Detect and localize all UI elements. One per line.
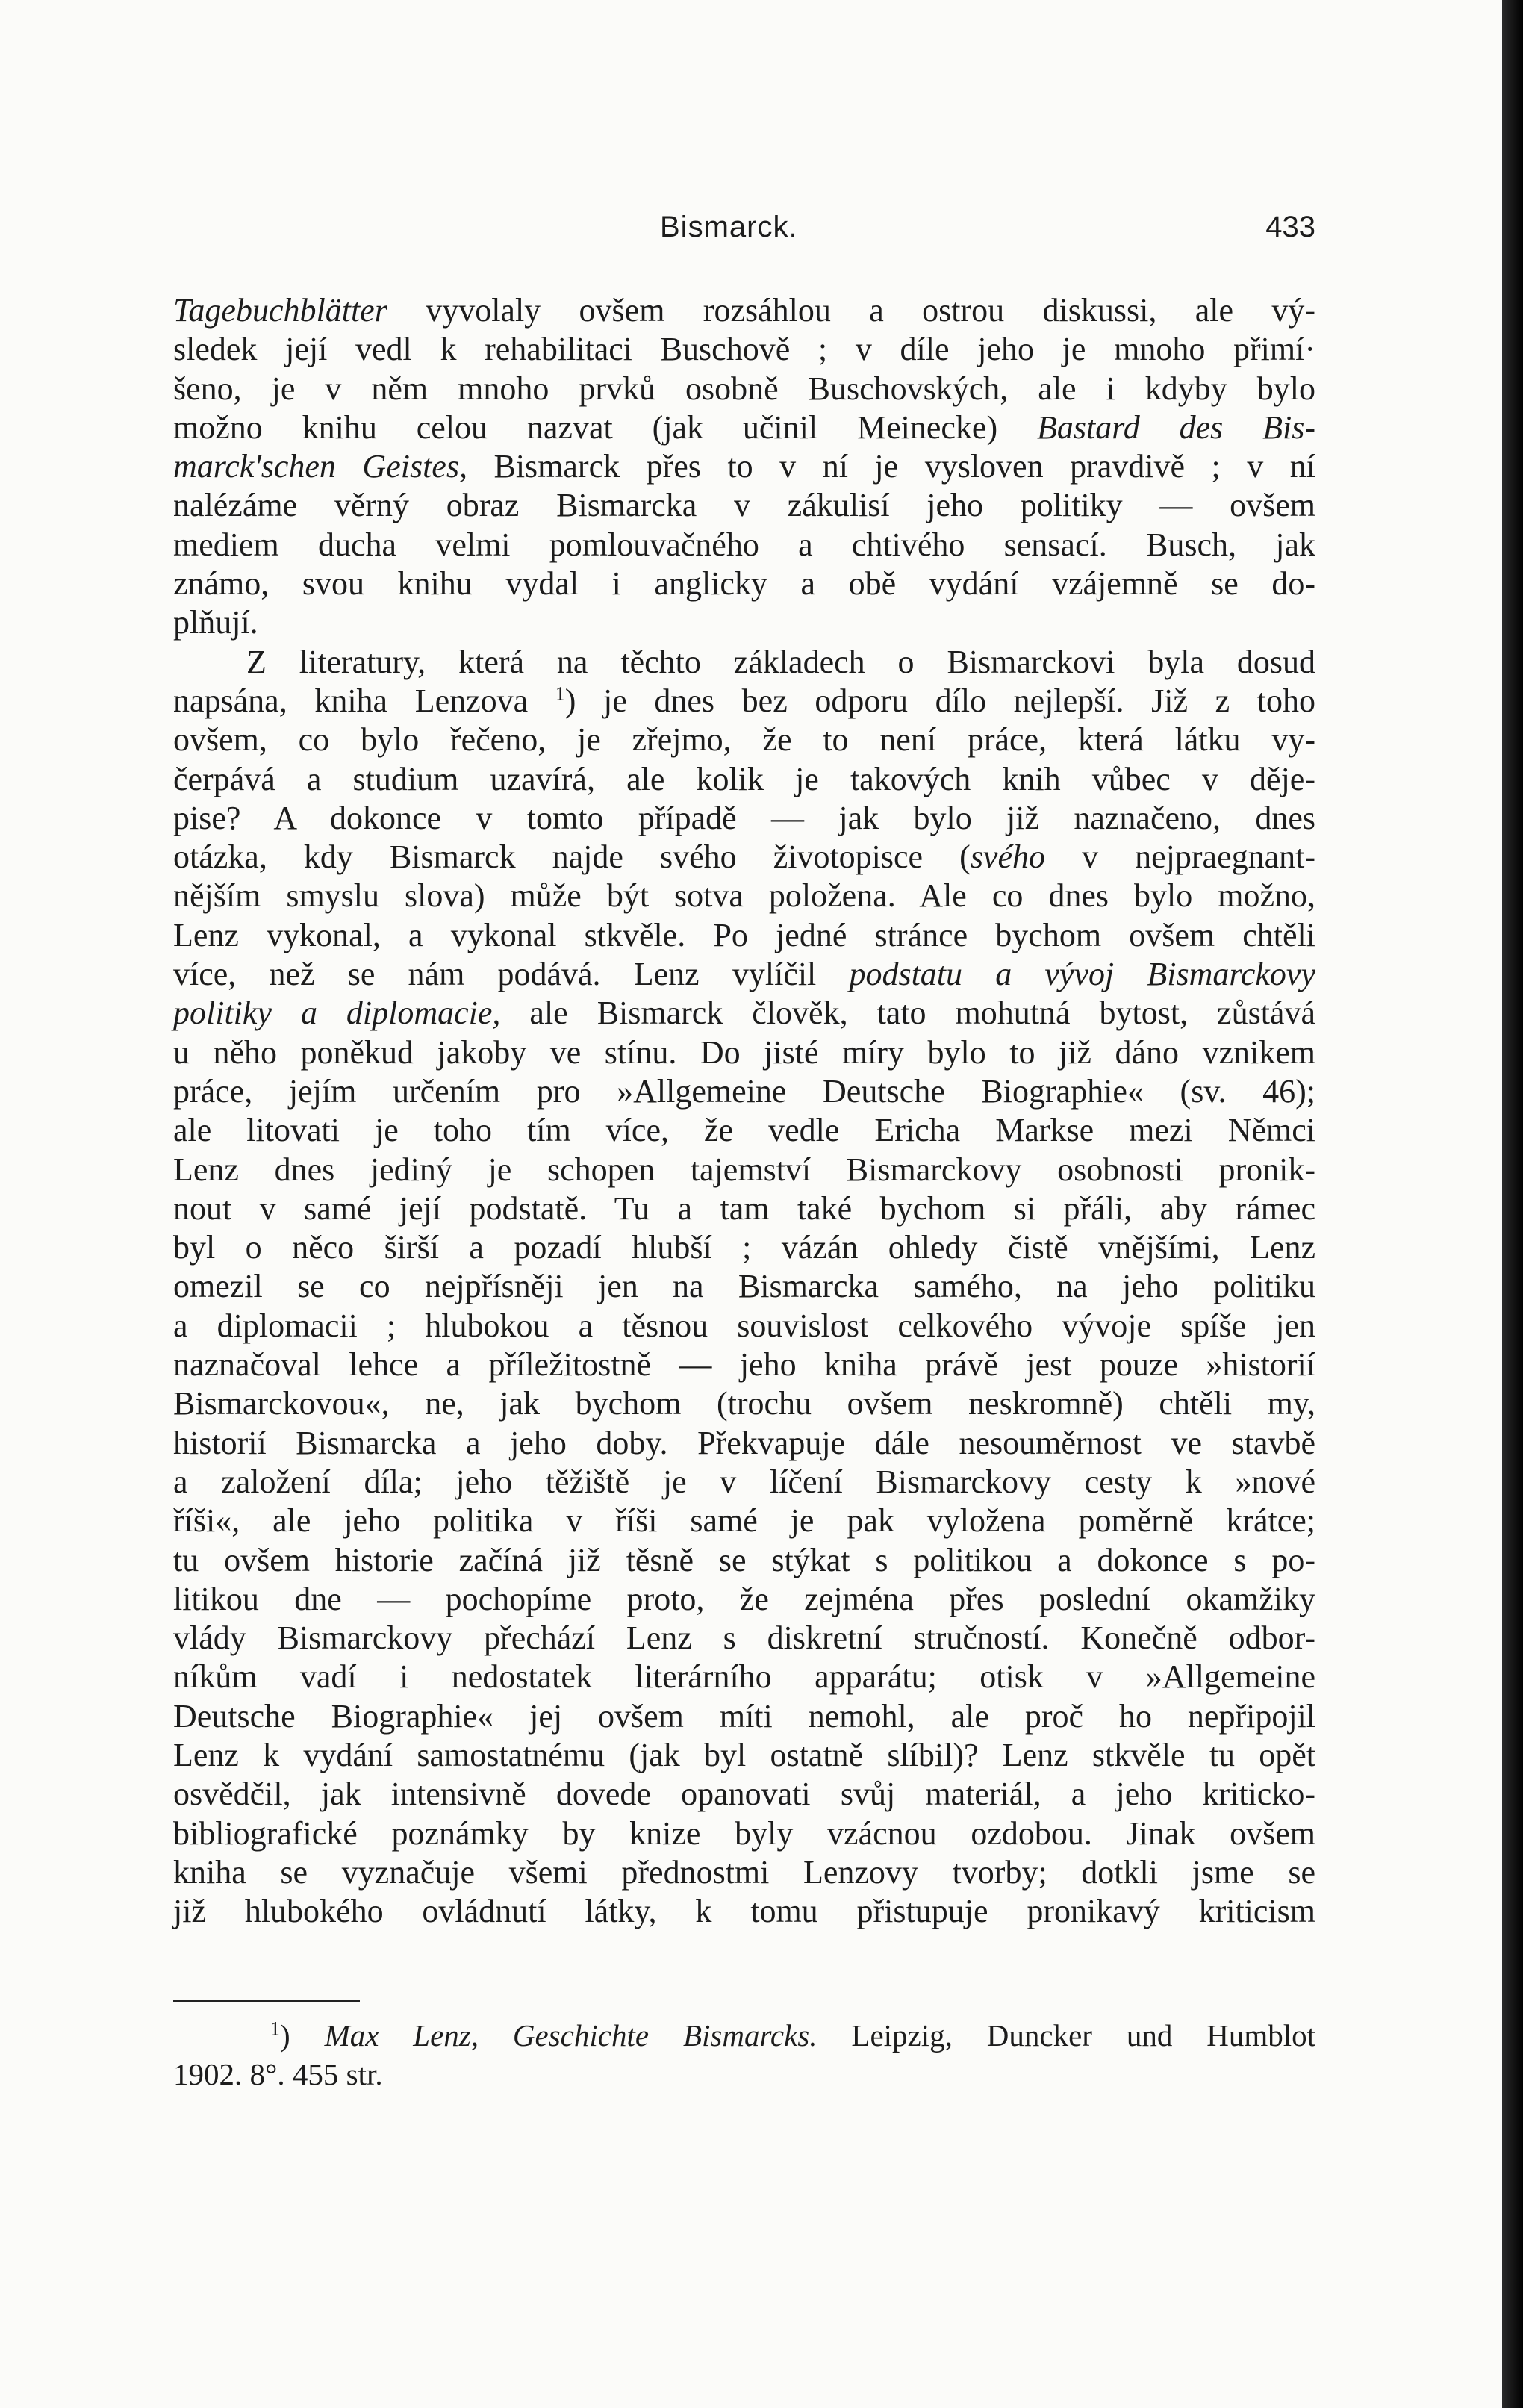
text-run: více, než se nám podává. Lenz vylíčil [173,956,850,993]
text-line [173,1619,1315,1658]
text-run: známo, svou knihu vydal i anglicky a obě vydání vzájemně se do- [173,565,1315,603]
text-run: Leipzig, Duncker und Humblot [817,2018,1316,2053]
text-line [173,721,1315,759]
italic-text: Max Lenz, Geschichte Bismarcks. [324,2018,817,2053]
running-title: Bismarck. [660,211,798,243]
text-run: nějším smyslu slova) může být sotva položena. Ale co dnes bylo možno, [173,877,1315,915]
text-run: a založení díla; jeho těžiště je v líčení Bismarckovy cesty k »nové [173,1463,1315,1500]
text-line [173,1541,1315,1580]
italic-text: politiky a diplomacie, [173,995,501,1032]
italic-text: marck'schen Geistes, [173,448,467,485]
text-run: Bismarck přes to v ní je vysloven pravdivě ; v ní [467,448,1315,485]
text-line [173,1424,1315,1463]
text-line [173,760,1315,799]
text-run: nalézáme věrný obraz Bismarcka v zákulisí jeho politiky — ovšem [173,487,1315,524]
text-line [173,408,1315,447]
text-line [173,1775,1315,1814]
text-run: ale Bismarck člověk, tato mohutná bytost, zůstává [500,995,1315,1032]
text-line [173,682,1315,721]
text-run: šeno, je v něm mnoho prvků osobně Buschovských, ale i kdyby bylo [173,370,1315,407]
text-line [173,526,1315,564]
text-line [173,955,1315,994]
text-run: v nejpraegnant- [1045,839,1315,876]
text-line [173,1151,1315,1189]
scan-edge [1502,0,1523,2408]
text-run: byl o něco širší a pozadí hlubší ; vázán ohledy čistě vnějšími, Lenz [173,1229,1315,1266]
text-run: vyvolaly ovšem rozsáhlou a ostrou diskussi, ale vý- [387,292,1315,329]
text-run: říši«, ale jeho politika v říši samé je pak vyložena poměrně krátce; [173,1502,1315,1540]
body-text [173,291,1315,1931]
text-run: napsána, kniha Lenzova [173,682,555,719]
text-line [173,1463,1315,1502]
text-run: tu ovšem historie začíná již těsně se stýkat s politikou a dokonce s po- [173,1541,1315,1578]
text-run: vlády Bismarckovy přechází Lenz s diskretní stručností. Konečně odbor- [173,1620,1315,1657]
text-line [173,486,1315,525]
text-run: mediem ducha velmi pomlouvačného a chtivého sensací. Busch, jak [173,526,1315,563]
text-line [173,330,1315,369]
text-line [173,1697,1315,1736]
text-run: čerpává a studium uzavírá, ale kolik je takových knih vůbec v děje- [173,760,1315,797]
text-line [173,291,1315,330]
text-line [173,1384,1315,1423]
page-number: 433 [1265,211,1315,243]
text-line [173,564,1315,603]
text-run: sledek její vedl k rehabilitaci Buschově ; v díle jeho je mnoho přimí· [173,331,1315,368]
running-head [173,211,1315,255]
text-run: Lenz k vydání samostatnému (jak byl ostatně slíbil)? Lenz stkvěle tu opět [173,1736,1315,1773]
footnote-marker: 1 [555,682,565,705]
text-line [173,603,1315,642]
text-line [173,1892,1315,1931]
text-run: práce, jejím určením pro »Allgemeine Deutsche Biographie« (sv. 46); [173,1072,1315,1110]
text-line [173,1228,1315,1267]
text-line [173,447,1315,486]
text-run: ovšem, co bylo řečeno, je zřejmo, že to není práce, která látku vy- [173,721,1315,759]
text-run: osvědčil, jak intensivně dovede opanovati svůj materiál, a jeho kriticko- [173,1776,1315,1813]
text-line [173,1580,1315,1619]
text-line [173,1853,1315,1892]
text-line [173,1267,1315,1306]
footnote-line: 1902. 8°. 455 str. [173,2057,383,2091]
text-run: litikou dne — pochopíme proto, že zejména přes poslední okamžiky [173,1580,1315,1617]
text-run: otázka, kdy Bismarck najde svého životopisce ( [173,839,971,876]
text-run: níkům vadí i nedostatek literárního apparátu; otisk v »Allgemeine [173,1658,1315,1696]
italic-text: Bastard des Bis- [1036,408,1315,446]
text-run: bibliografické poznámky by knize byly vzácnou ozdobou. Jinak ovšem [173,1814,1315,1852]
text-run: Z literatury, která na těchto základech o Bismarckovi byla dosud [246,643,1315,680]
text-run: ) je dnes bez odporu dílo nejlepší. Již z toho [564,682,1315,719]
text-run: ale litovati je toho tím více, že vedle Ericha Markse mezi Němci [173,1112,1315,1149]
footnotes [173,2016,1315,2094]
text-line [173,1189,1315,1228]
text-run: pise? A dokonce v tomto případě — jak bylo již naznačeno, dnes [173,799,1315,836]
text-line [173,1814,1315,1853]
text-line [173,838,1315,877]
italic-text: svého [970,839,1045,876]
text-run: kniha se vyznačuje všemi přednostmi Lenzovy tvorby; dotkli jsme se [173,1853,1315,1891]
footnote-line [173,2016,1315,2055]
text-line [173,643,1315,682]
text-line [173,916,1315,955]
text-run: již hlubokého ovládnutí látky, k tomu přistupuje pronikavý kriticism [173,1893,1315,1930]
text-line [173,994,1315,1033]
text-run: historií Bismarcka a jeho doby. Překvapuje dále nesouměrnost ve stavbě [173,1424,1315,1461]
text-line [173,1345,1315,1384]
text-line [173,877,1315,915]
text-run: Lenz vykonal, a vykonal stkvěle. Po jedné stránce bychom ovšem chtěli [173,916,1315,953]
text-line [173,1072,1315,1111]
text-run: u něho poněkud jakoby ve stínu. Do jisté míry bylo to již dáno vznikem [173,1033,1315,1071]
text-line [173,1502,1315,1540]
footnote-marker: 1 [270,2017,280,2040]
text-run: Lenz dnes jediný je schopen tajemství Bismarckovy osobnosti pronik- [173,1151,1315,1188]
text-line [173,1033,1315,1072]
text-run: naznačoval lehce a příležitostně — jeho kniha právě jest pouze »historií [173,1346,1315,1384]
text-line [173,1736,1315,1775]
text-run: nout v samé její podstatě. Tu a tam také bychom si přáli, aby rámec [173,1189,1315,1227]
text-run: Deutsche Biographie« jej ovšem míti nemohl, ale proč ho nepřipojil [173,1697,1315,1735]
text-line [173,370,1315,408]
text-line [173,1658,1315,1696]
text-run: omezil se co nejpřísněji jen na Bismarcka samého, na jeho politiku [173,1268,1315,1305]
text-run: ) [280,2018,325,2053]
text-line [173,1111,1315,1150]
text-line [173,799,1315,838]
italic-text: podstatu a vývoj Bismarckovy [849,956,1315,993]
italic-text: Tagebuchblätter [173,292,387,329]
text-run: plňují. [173,604,258,641]
footnote-rule [173,2000,360,2002]
text-line [173,1307,1315,1345]
text-run: možno knihu celou nazvat (jak učinil Meinecke) [173,408,1037,446]
text-run: Bismarckovou«, ne, jak bychom (trochu ovšem neskromně) chtěli my, [173,1385,1315,1422]
text-run: a diplomacii ; hlubokou a těsnou souvislost celkového vývoje spíše jen [173,1307,1315,1344]
